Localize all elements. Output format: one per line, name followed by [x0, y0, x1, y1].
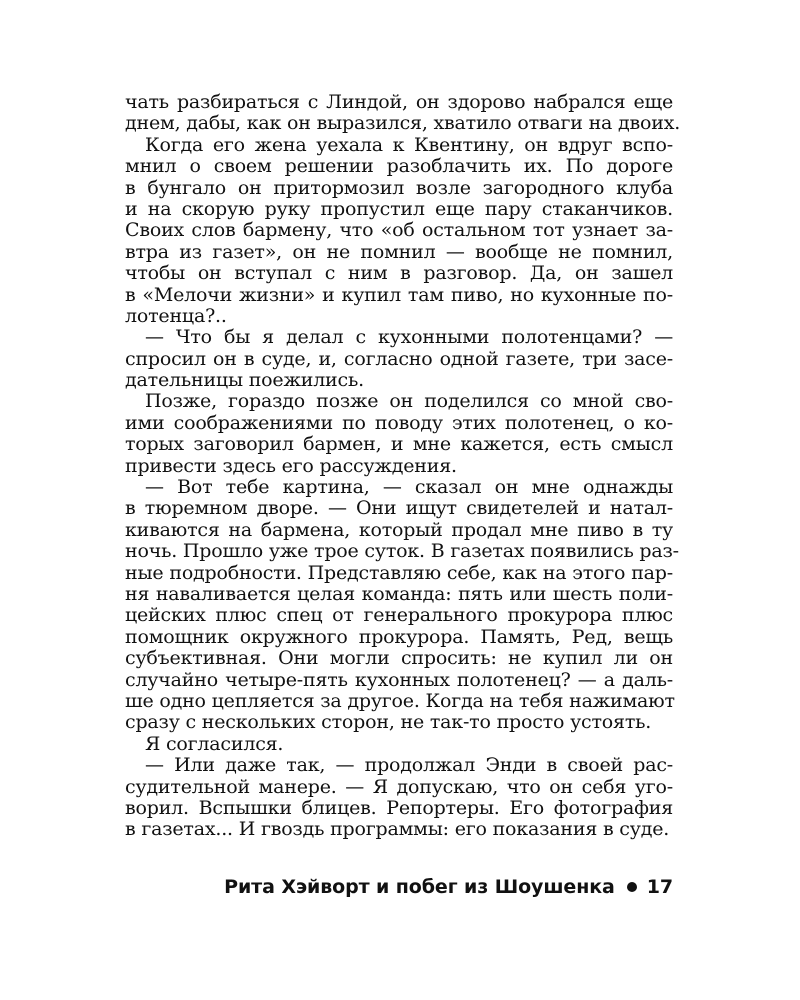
paragraph: [125, 476, 679, 734]
text-line: помощник окружного прокурора. Память, Ред, вещь: [125, 625, 673, 648]
text-line: ворил. Вспышки блицев. Репортеры. Его фотография: [125, 796, 673, 819]
text-line: втра из газет», он не помнил — вообще не помнил,: [125, 240, 673, 263]
text-line: дательницы поежились.: [125, 369, 364, 392]
text-line: ня наваливается целая команда: пять или шесть поли-: [125, 582, 673, 605]
text-line: Я согласился.: [145, 732, 284, 755]
bullet-separator: [627, 882, 637, 892]
text-line: — Вот тебе картина, — сказал он мне однажды: [145, 476, 673, 499]
text-line: мнил о своем решении разоблачить их. По дороге: [125, 155, 673, 178]
text-line: субъективная. Они могли спросить: не купил ли он: [125, 647, 673, 670]
text-line: в тюремном дворе. — Они ищут свидетелей и натал-: [125, 497, 673, 520]
text-line: сразу с нескольких сторон, не так-то просто устоять.: [125, 711, 652, 734]
text-line: Когда его жена уехала к Квентину, он вдруг вспо-: [145, 133, 673, 156]
text-line: чать разбираться с Линдой, он здорово набрался еще: [125, 91, 673, 113]
text-line: ше одно цепляется за другое. Когда на тебя нажимают: [125, 689, 675, 712]
text-line: — Или даже так, — продолжал Энди в своей рас-: [145, 754, 673, 777]
running-title: Рита Хэйворт и побег из Шоушенка: [224, 876, 615, 898]
text-line: Позже, гораздо позже он поделился со мной сво-: [145, 390, 673, 413]
paragraph: [125, 91, 681, 135]
paragraph: [125, 135, 673, 328]
text-line: в газетах... И гвоздь программы: его показания в суде.: [125, 818, 670, 841]
running-footer: [125, 876, 673, 898]
paragraph: [125, 755, 673, 841]
text-line: ими соображениями по поводу этих полотенец, о ко-: [125, 411, 673, 434]
text-line: судительной манере. — Я допускаю, что он себя уго-: [125, 775, 673, 798]
text-line: и на скорую руку пропустил еще пару стаканчиков.: [125, 197, 673, 220]
text-line: в бунгало он притормозил возле загородного клуба: [125, 176, 673, 199]
text-line: киваются на бармена, который продал мне пиво в ту: [125, 518, 673, 541]
text-line: лотенца?..: [125, 304, 227, 327]
text-line: чтобы он вступал с ним в разговор. Да, он зашел: [125, 262, 673, 285]
text-line: ные подробности. Представляю себе, как на этого пар-: [125, 561, 673, 584]
text-line: случайно четыре-пять кухонных полотенец? — а даль-: [125, 668, 673, 691]
paragraph: [125, 734, 673, 755]
text-line: цейских плюс спец от генерального прокурора плюс: [125, 604, 673, 627]
text-line: — Что бы я делал с кухонными полотенцами? —: [145, 326, 673, 349]
text-line: днем, дабы, как он выразился, хватило отваги на двоих.: [125, 112, 681, 135]
text-line: привести здесь его рассуждения.: [125, 454, 457, 477]
text-line: Своих слов бармену, что «об остальном тот узнает за-: [125, 219, 673, 242]
text-line: в «Мелочи жизни» и купил там пиво, но кухонные по-: [125, 283, 673, 306]
text-line: ночь. Прошло уже трое суток. В газетах появились раз-: [125, 540, 679, 563]
paragraph: [125, 327, 673, 391]
text-line: спросил он в суде, и, согласно одной газете, три засе-: [125, 347, 673, 370]
page-number: 17: [646, 876, 673, 898]
text-line: торых заговорил бармен, и мне кажется, есть смысл: [125, 433, 673, 456]
body-text: [125, 91, 681, 841]
paragraph: [125, 391, 673, 477]
